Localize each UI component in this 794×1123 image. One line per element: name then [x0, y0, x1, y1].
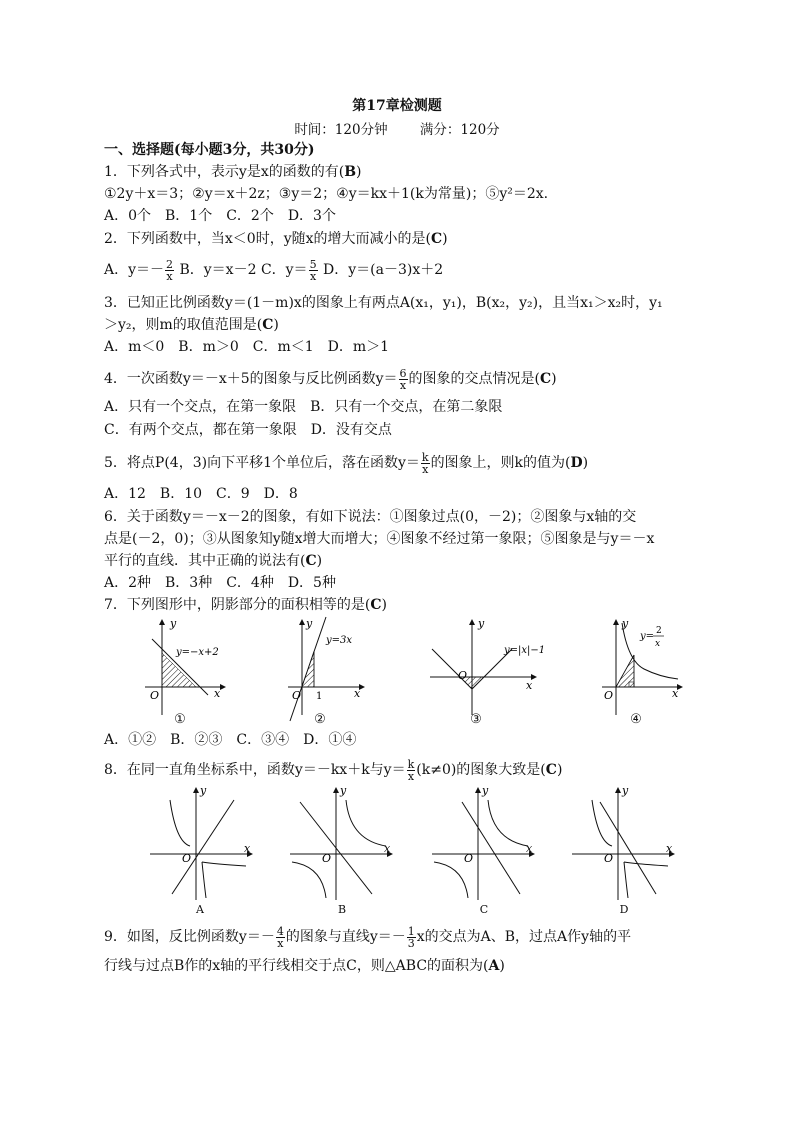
y-label: y [340, 784, 347, 797]
function-label-num: 2 [656, 626, 662, 636]
x-label: x [672, 687, 679, 700]
x-label: x [354, 687, 361, 700]
q4-stem: 4．一次函数y＝－x＋5的图象与反比例函数y＝ $\frac{6}{x}$ 的图象的交点情况是(C) [104, 366, 557, 392]
curve-left [434, 862, 468, 898]
q8-graphs [0, 782, 794, 907]
origin-label: O [150, 689, 160, 702]
q2-fraction-c: $\frac{5}{x}$ [309, 257, 317, 283]
q3-answer: C [262, 317, 274, 333]
origin-label: O [604, 852, 614, 865]
q7-caption-3: ③ [470, 712, 482, 727]
q2-options: A．y＝－ $\frac{2}{x}$ B．y＝x－2 C．y＝ $\frac{5}{x}$ D．y＝(a－3)x＋2 [104, 257, 444, 283]
q9-fraction-1: $\frac{4}{x}$ [276, 924, 284, 950]
q4-options-1: A．只有一个交点，在第一象限 B．只有一个交点，在第二象限 [104, 399, 503, 415]
q8-graph-d [572, 784, 674, 900]
function-label-prefix: y= [640, 631, 655, 642]
x-label: x [666, 842, 673, 855]
line [172, 800, 234, 894]
q9-fraction-2: $\frac{1}{3}$ [407, 924, 415, 950]
q4-answer: C [540, 371, 552, 387]
q7-graph-3 [430, 617, 545, 715]
q2-stem: 2．下列函数中，当x＜0时，y随x的增大而减小的是(C) [104, 231, 448, 247]
q4-options-2: C．有两个交点，都在第一象限 D．没有交点 [104, 422, 392, 438]
curve-left [592, 800, 612, 846]
x-label: x [244, 842, 251, 855]
q7-graphs [0, 615, 794, 745]
q7-answer: C [370, 597, 382, 613]
q7-graph-1 [145, 617, 225, 715]
q2-answer: C [430, 231, 443, 247]
q7-graph-4 [602, 617, 682, 715]
q1-options: A．0个 B．1个 C．2个 D．3个 [104, 208, 336, 224]
curve-right [346, 800, 386, 846]
q8-fraction: $\frac{k}{x}$ [407, 757, 415, 783]
origin-label: O [182, 852, 192, 865]
q8-stem: 8．在同一直角坐标系中，函数y＝－kx＋k与y＝ $\frac{k}{x}$ (k≠0)的图象大致是(C) [104, 757, 563, 783]
q7-caption-2: ② [314, 712, 326, 727]
y-label: y [478, 617, 485, 630]
x-label: x [214, 687, 221, 700]
origin-label: O [322, 852, 332, 865]
q8-graph-a [150, 784, 252, 900]
section-heading: 一、选择题(每小题3分，共30分) [104, 142, 315, 158]
y-label: y [622, 784, 629, 797]
x-label: x [526, 679, 533, 692]
curve-right-tail [202, 862, 206, 898]
y-label: y [306, 617, 313, 630]
curve-left [170, 800, 190, 846]
q5-stem: 5．将点P(4，3)向下平移1个单位后，落在函数y＝ $\frac{k}{x}$ 的图象上，则k的值为(D) [104, 450, 589, 476]
y-label: y [622, 617, 629, 630]
origin-label: O [292, 689, 302, 702]
q3-options: A．m＜0 B．m＞0 C．m＜1 D．m＞1 [104, 339, 390, 355]
y-label: y [200, 784, 207, 797]
q7-graph-2 [288, 617, 364, 721]
q8-graph-c [432, 784, 534, 900]
curve-right [202, 862, 246, 866]
function-label-den: x [655, 639, 661, 649]
curve-right [488, 800, 528, 846]
q4-fraction: $\frac{6}{x}$ [399, 366, 407, 392]
q6-line3: 平行的直线．其中正确的说法有(C) [104, 553, 323, 569]
line [290, 617, 326, 721]
q1-items: ①2y＋x＝3；②y＝x＋2z；③y＝2；④y＝kx＋1(k为常量)；⑤y²＝2x. [104, 186, 549, 202]
y-label: y [482, 784, 489, 797]
line [600, 802, 656, 894]
function-label: y=|x|−1 [504, 645, 546, 656]
q5-answer: D [570, 455, 583, 471]
q8-graph-b [290, 784, 392, 900]
q9-line1: 9．如图，反比例函数y＝－ $\frac{4}{x}$ 的图象与直线y＝－ $\frac{1}{3}$ x的交点为A、B，过点A作y轴的平 [104, 924, 632, 950]
q8-answer: C [545, 762, 557, 778]
function-label: y=−x+2 [176, 647, 219, 658]
q5-fraction: $\frac{k}{x}$ [421, 450, 429, 476]
q6-options: A．2种 B．3种 C．4种 D．5种 [104, 575, 336, 591]
x-label: x [384, 842, 391, 855]
q3-line2: ＞y₂，则m的取值范围是(C) [104, 317, 279, 333]
page-title: 第17章检测题 [352, 98, 442, 114]
q8-caption-a: A [196, 903, 204, 916]
q9-answer: A [488, 958, 500, 974]
origin-label: O [464, 852, 474, 865]
q9-line2: 行线与过点B作的x轴的平行线相交于点C，则△ABC的面积为(A) [104, 958, 505, 974]
exam-meta [0, 118, 794, 138]
shaded-region [162, 653, 196, 687]
origin-label: O [458, 669, 468, 682]
q3-line1: 3．已知正比例函数y＝(1－m)x的图象上有两点A(x₁，y₁)，B(x₂，y₂)，且当x₁＞x₂时，y₁ [104, 295, 663, 311]
q8-caption-c: C [479, 903, 489, 916]
curve-right [624, 862, 668, 866]
q7-caption-1: ① [174, 712, 186, 727]
x-label: x [526, 842, 533, 855]
time-limit: 时间：120分钟 [294, 122, 388, 138]
function-label: y=3x [326, 635, 353, 646]
origin-label: O [604, 689, 614, 702]
q1-answer: B [344, 164, 357, 180]
q1-stem: 1．下列各式中，表示y是x的函数的有(B) [104, 164, 362, 180]
q8-caption-d: D [619, 903, 629, 916]
q6-line1: 6．关于函数y＝－x－2的图象，有如下说法：①图象过点(0，－2)；②图象与x轴的交 [104, 509, 637, 525]
q6-answer: C [305, 553, 317, 569]
q8-caption-b: B [337, 903, 347, 916]
tick-label: 1 [316, 691, 323, 702]
curve-right-tail [624, 862, 628, 898]
q7-stem: 7．下列图形中，阴影部分的面积相等的是(C) [104, 597, 387, 613]
full-score: 满分：120分 [419, 122, 500, 138]
y-label: y [170, 617, 177, 630]
q5-options: A．12 B．10 C．9 D．8 [104, 486, 298, 502]
q7-caption-4: ④ [630, 712, 642, 727]
q7-options: A．①② B．②③ C．③④ D．①④ [104, 732, 357, 748]
curve-left [292, 862, 326, 898]
q2-fraction-a: $\frac{2}{x}$ [166, 257, 174, 283]
q6-line2: 点是(－2，0)；③从图象知y随x增大而增大；④图象不经过第一象限；⑤图象是与y＝－x [104, 531, 655, 547]
